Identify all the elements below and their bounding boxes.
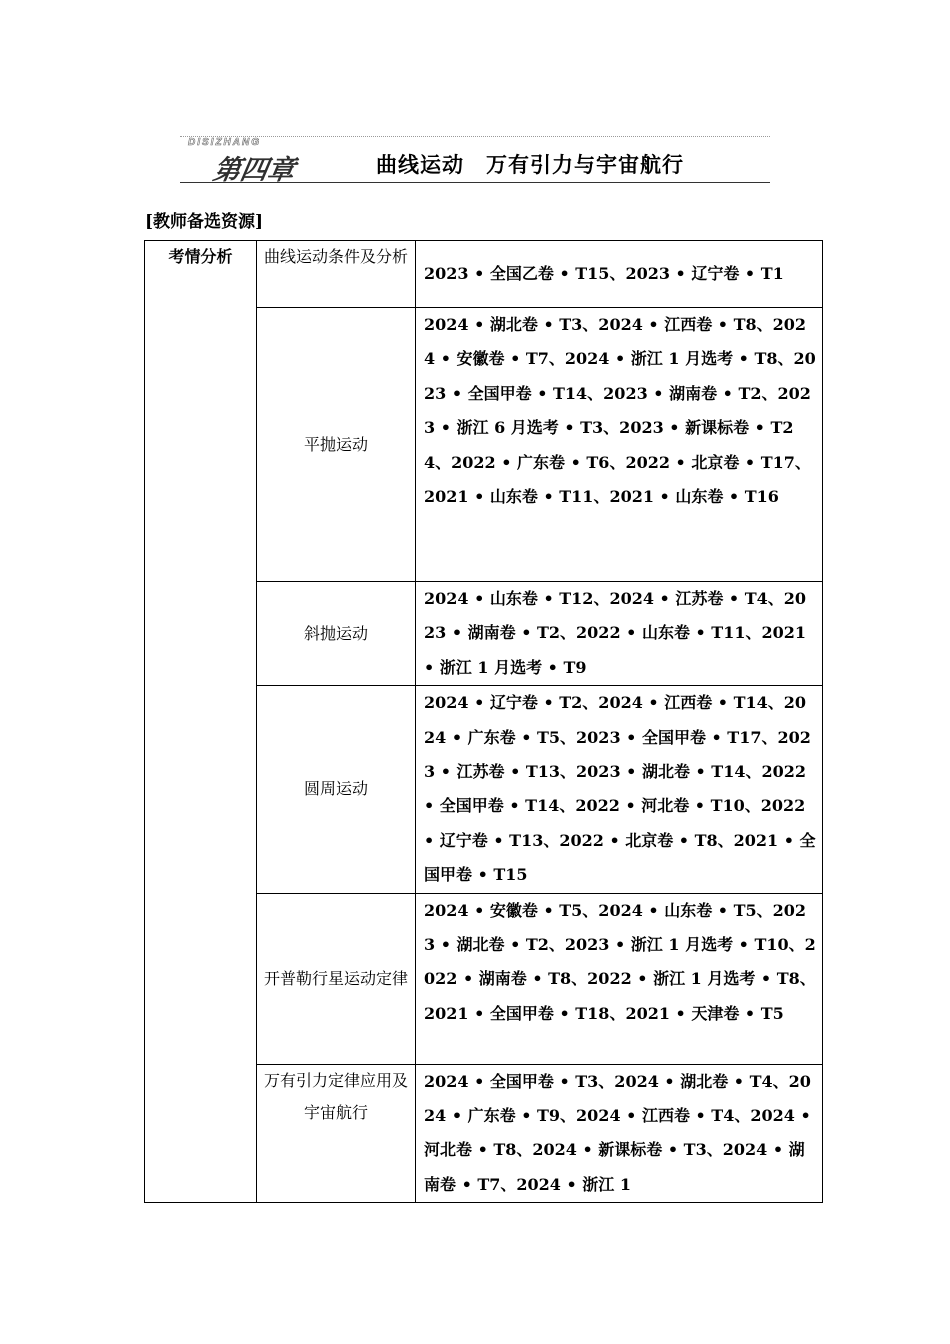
chapter-title: 曲线运动 万有引力与宇宙航行 — [376, 152, 684, 177]
chapter-number: 第四章 — [210, 155, 298, 186]
table-row — [145, 241, 823, 308]
sources-cell: 2024 • 辽宁卷 • T2、2024 • 江西卷 • T14、2024 • 广东卷 • T5、2023 • 全国甲卷 • T17、2023 • 江苏卷 • T13、2023 • 湖北卷 • T14、2022 • 全国甲卷 • T14、2022 • 河北卷 • T10、2022 • 辽宁卷 • T13、2022 • 北京卷 • T8、2021 • 全国甲卷 • T15 — [416, 686, 823, 893]
section-label: [教师备选资源] — [145, 212, 264, 232]
topic-cell: 圆周运动 — [257, 686, 416, 893]
topic-cell: 万有引力定律应用及宇宙航行 — [257, 1064, 416, 1203]
header-rule — [180, 182, 770, 183]
dotted-divider — [180, 136, 770, 137]
exam-analysis-table — [144, 240, 823, 1203]
topic-cell: 平抛运动 — [257, 308, 416, 582]
topic-cell: 斜抛运动 — [257, 582, 416, 686]
sources-cell: 2023 • 全国乙卷 • T15、2023 • 辽宁卷 • T1 — [416, 241, 823, 308]
chapter-pinyin: DISIZHANG — [188, 137, 261, 148]
sources-cell: 2024 • 全国甲卷 • T3、2024 • 湖北卷 • T4、2024 • 广东卷 • T9、2024 • 江西卷 • T4、2024 • 河北卷 • T8、2024 • 新课标卷 • T3、2024 • 湖南卷 • T7、2024 • 浙江 1 — [416, 1064, 823, 1203]
topic-cell: 开普勒行星运动定律 — [257, 893, 416, 1064]
sources-cell: 2024 • 安徽卷 • T5、2024 • 山东卷 • T5、2023 • 湖北卷 • T2、2023 • 浙江 1 月选考 • T10、2022 • 湖南卷 • T8、2022 • 浙江 1 月选考 • T8、2021 • 全国甲卷 • T18、2021 • 天津卷 • T5 — [416, 893, 823, 1064]
topic-cell: 曲线运动条件及分析 — [257, 241, 416, 308]
sources-cell: 2024 • 山东卷 • T12、2024 • 江苏卷 • T4、2023 • 湖南卷 • T2、2022 • 山东卷 • T11、2021 • 浙江 1 月选考 • T9 — [416, 582, 823, 686]
row-header-cell: 考情分析 — [145, 241, 257, 1203]
sources-cell: 2024 • 湖北卷 • T3、2024 • 江西卷 • T8、2024 • 安徽卷 • T7、2024 • 浙江 1 月选考 • T8、2023 • 全国甲卷 • T14、2023 • 湖南卷 • T2、2023 • 浙江 6 月选考 • T3、2023 • 新课标卷 • T24、2022 • 广东卷 • T6、2022 • 北京卷 • T17、2021 • 山东卷 • T11、2021 • 山东卷 • T16 — [416, 308, 823, 582]
chapter-header — [180, 136, 770, 186]
